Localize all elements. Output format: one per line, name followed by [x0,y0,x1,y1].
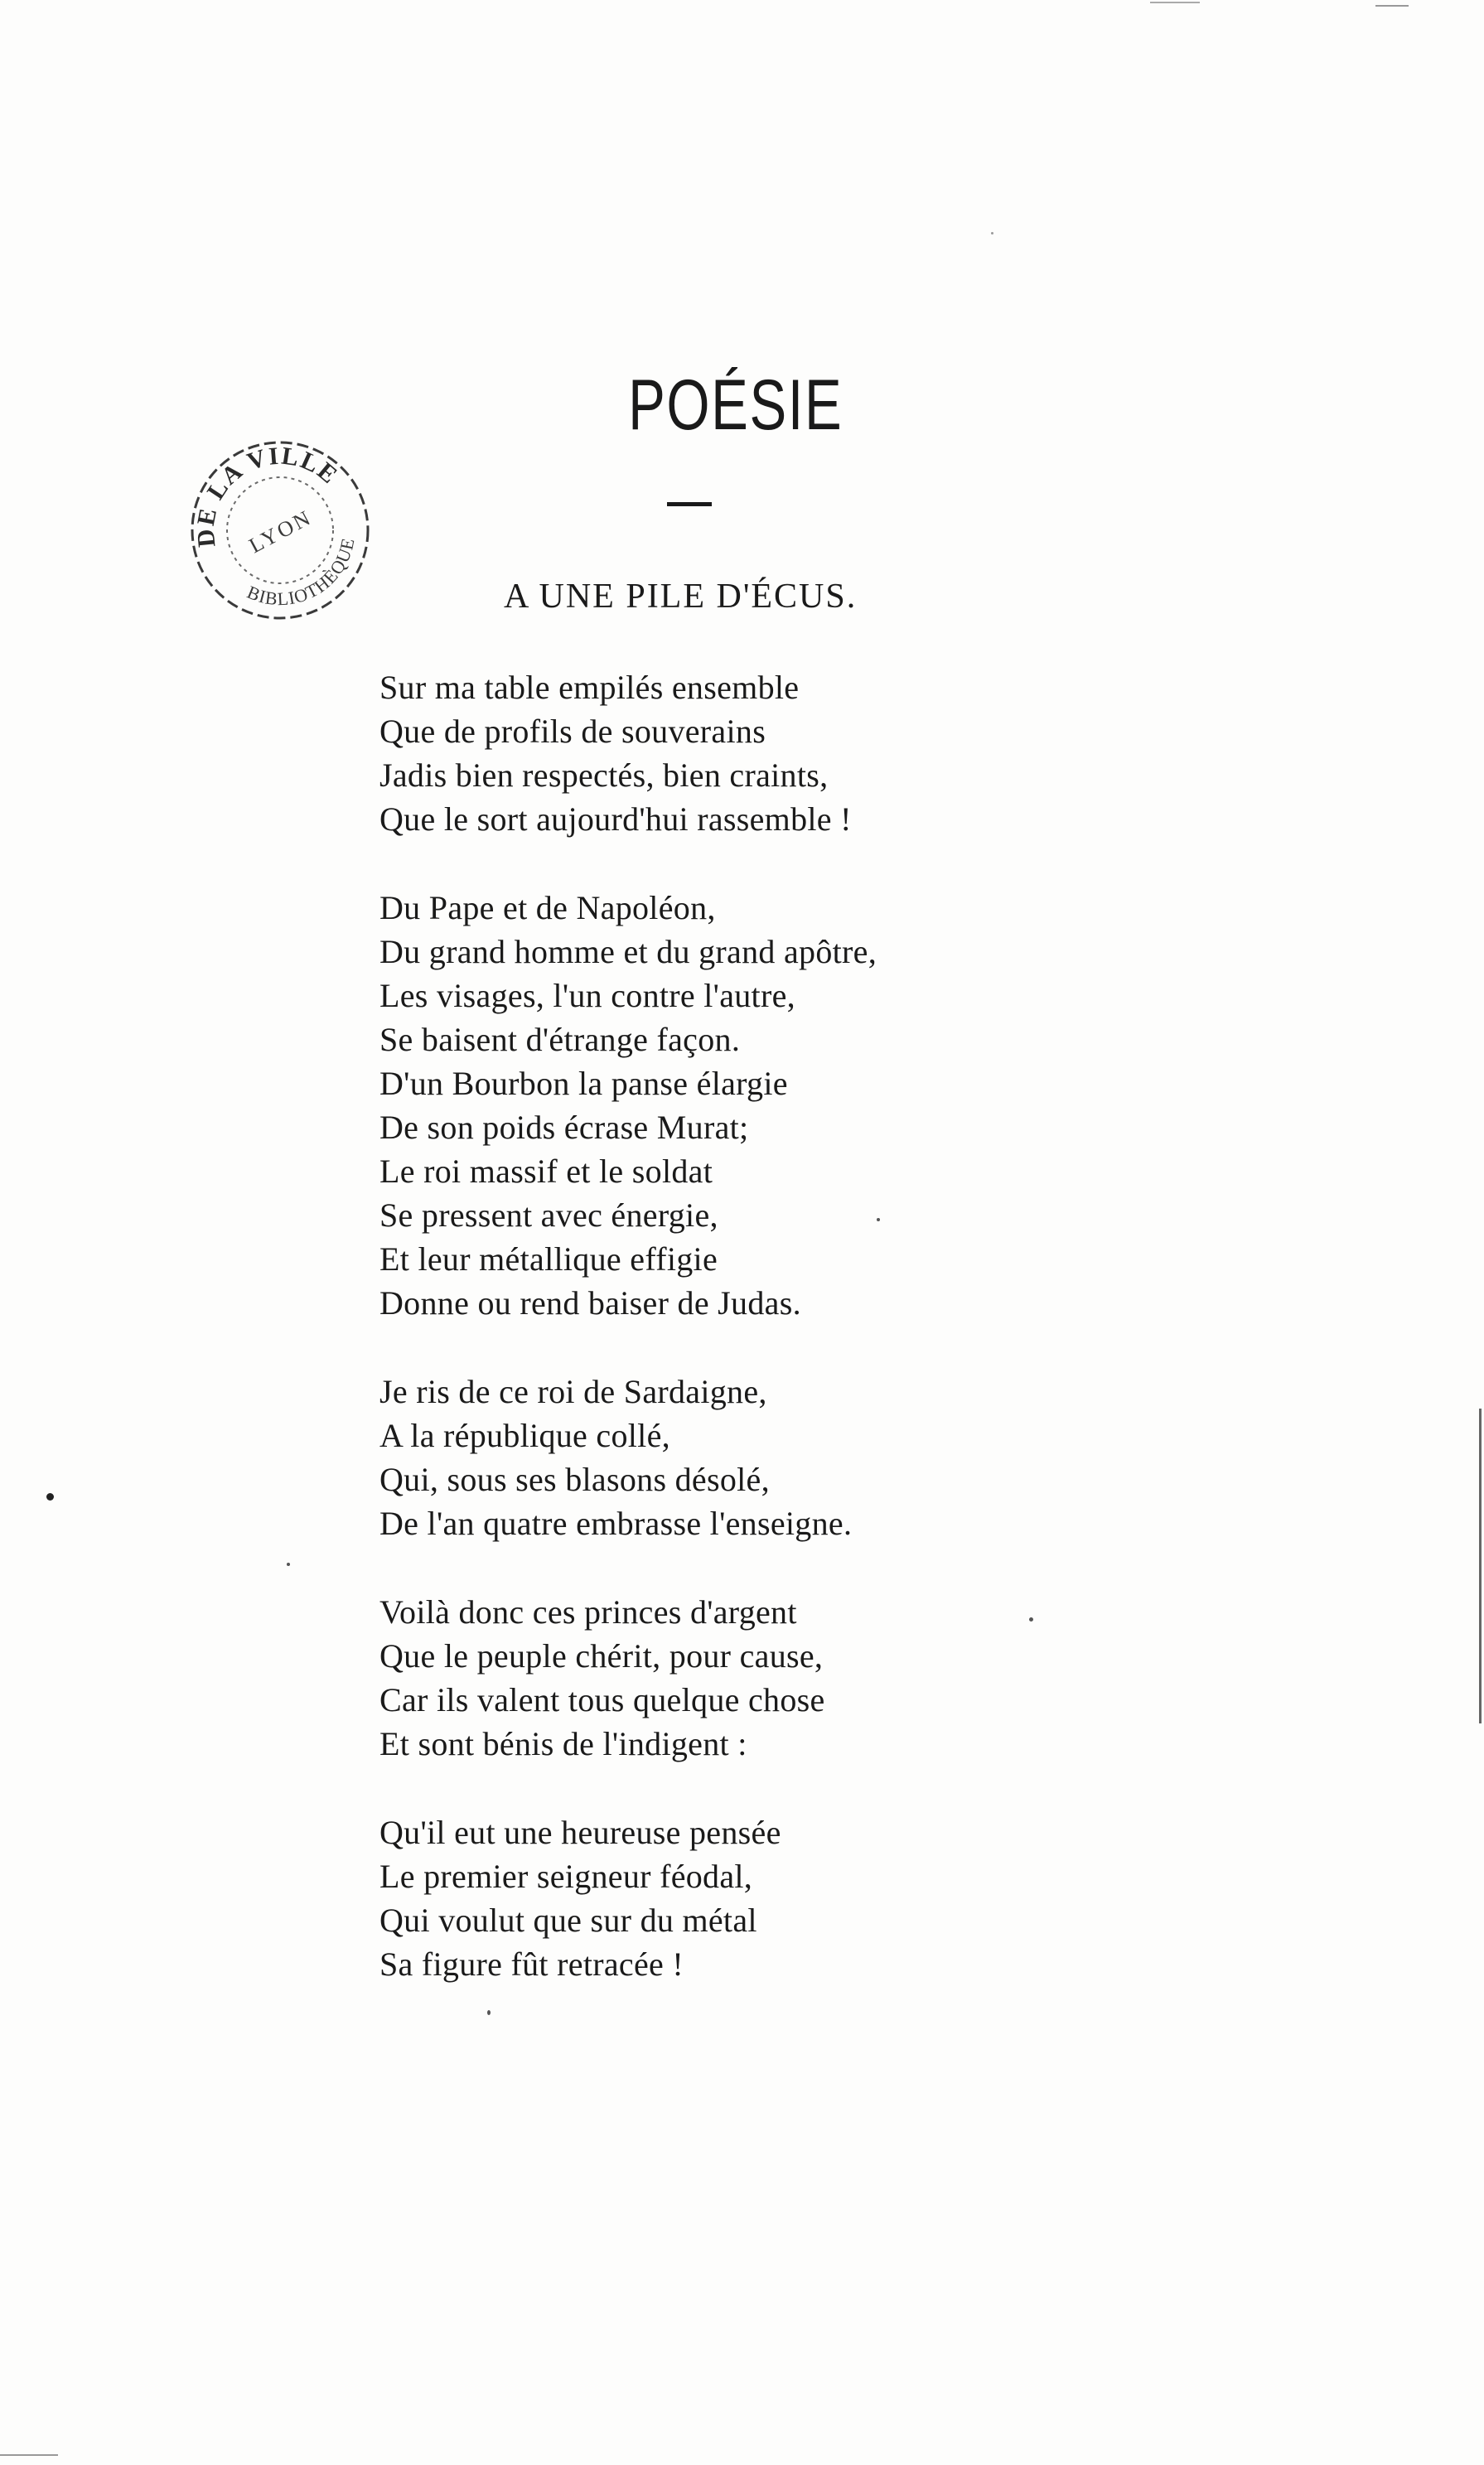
stamp-text-center: LYON [244,505,317,558]
verse-line: Le roi massif et le soldat [379,1153,713,1190]
stanza-2 [379,886,1125,1325]
poem-body [379,665,1125,2031]
verse-line: Se pressent avec énergie, [379,1196,718,1234]
verse-line: Le premier seigneur féodal, [379,1858,753,1895]
verse-line: Jadis bien respectés, bien craints, [379,756,829,794]
poem-title: A UNE PILE D'ÉCUS. [504,578,858,616]
scan-edge-line [1479,1409,1482,1723]
scan-speck [877,1218,880,1221]
stanza-4 [379,1590,1125,1766]
verse-line: Qu'il eut une heureuse pensée [379,1814,781,1851]
verse-line: Que de profils de souverains [379,713,766,750]
stamp-text-top: DE LA VILLE [191,442,344,549]
scan-speck [287,1563,290,1566]
verse-line: Les visages, l'un contre l'autre, [379,977,795,1014]
verse-line: Se baisent d'étrange façon. [379,1021,741,1058]
scan-edge-line [1375,5,1409,7]
verse-line: De son poids écrase Murat; [379,1109,749,1146]
verse-line: A la république collé, [379,1417,670,1454]
verse-line: Du Pape et de Napoléon, [379,889,716,926]
library-stamp [181,431,379,630]
stanza-3 [379,1370,1125,1545]
verse-line: Du grand homme et du grand apôtre, [379,933,877,970]
verse-line: Car ils valent tous quelque chose [379,1681,825,1718]
verse-line: Voilà donc ces princes d'argent [379,1593,797,1631]
verse-line: De l'an quatre embrasse l'enseigne. [379,1505,853,1542]
page-title: POÉSIE [628,365,844,445]
scan-speck [991,232,993,234]
verse-line: Sa figure fût retracée ! [379,1945,684,1983]
stanza-1 [379,665,1125,841]
verse-line: Que le sort aujourd'hui rassemble ! [379,800,852,838]
verse-line: Et sont bénis de l'indigent : [379,1725,747,1762]
verse-line: Donne ou rend baiser de Judas. [379,1284,801,1322]
verse-line: Qui, sous ses blasons désolé, [379,1461,770,1498]
verse-line: Qui voulut que sur du métal [379,1902,757,1939]
verse-line: D'un Bourbon la panse élargie [379,1065,788,1102]
verse-line: Et leur métallique effigie [379,1240,718,1278]
stamp-text-bottom: BIBLIOTHÈQUE [244,535,359,610]
scan-speck [487,2010,491,2015]
scan-edge-line [0,2454,58,2456]
verse-line: Je ris de ce roi de Sardaigne, [379,1373,767,1410]
stanza-5 [379,1810,1125,1986]
scan-speck [46,1493,54,1501]
scan-speck [1029,1617,1033,1622]
verse-line: Sur ma table empilés ensemble [379,669,800,706]
verse-line: Que le peuple chérit, pour cause, [379,1637,824,1675]
title-divider [667,502,712,506]
scan-edge-line [1150,2,1200,3]
